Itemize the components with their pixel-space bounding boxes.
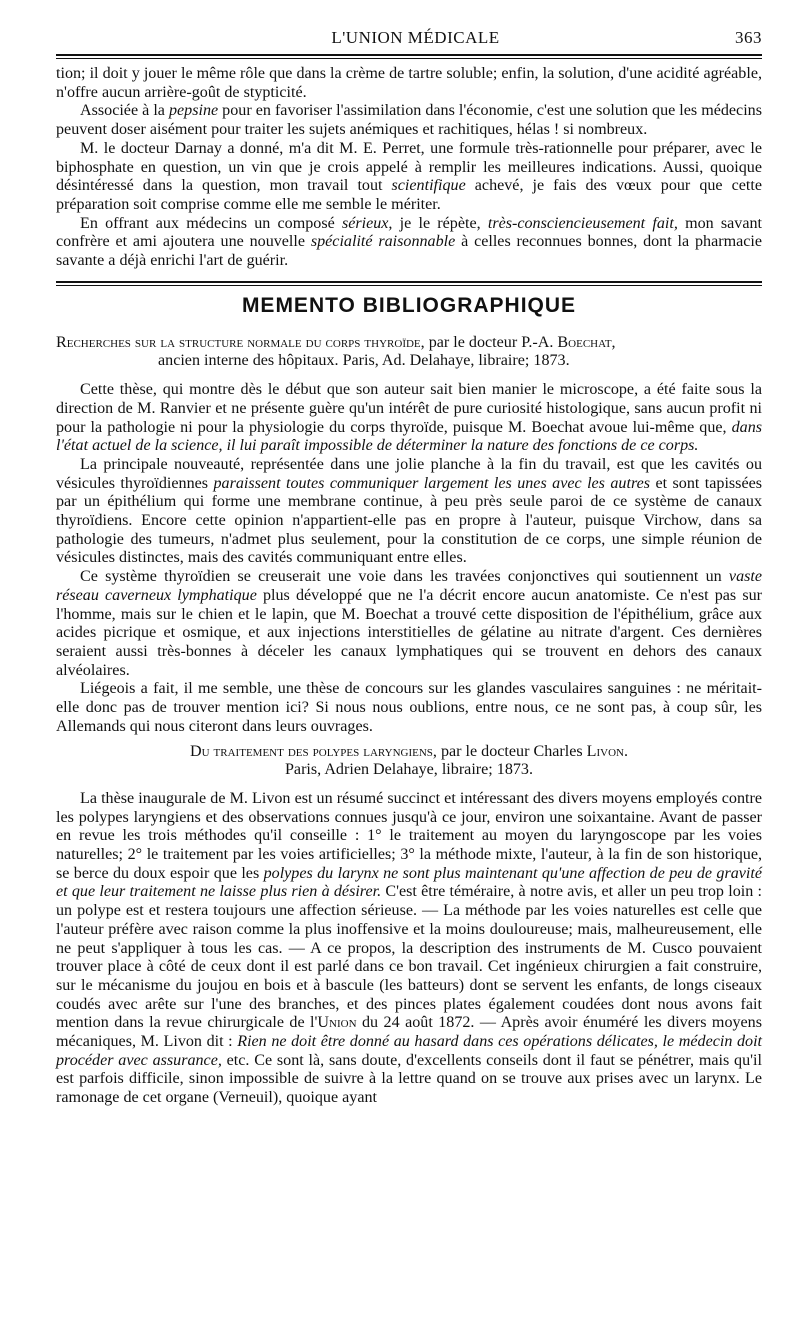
text-run: Ce système thyroïdien se creuserait une voie dans les travées conjonctives qui soutiennent un [80,568,729,586]
paragraph-pepsine [56,102,762,139]
text-run: par le docteur [424,333,522,351]
review1-paragraph-2 [56,456,762,568]
review1-paragraph-4: Liégeois a fait, il me semble, une thèse de concours sur les glandes vasculaires sanguines : ne méritait-elle donc pas de trouver mention ici? Si nous nous oublions, entre nous, ce ne sont pas, à coup sûr, les Allemands qui nous citeront dans leurs ouvrages. [56,680,762,735]
text-run: du 24 août 1872. — Après avoir énuméré les divers moyens mécaniques, M. Livon dit : [56,1014,762,1051]
text-run: etc. Ce sont là, sans doute, d'excellents conseils dont il faut se pénétrer, mais qu'il est parfois difficile, sinon impossible de suivre à la lettre quand on se trouve aux prises avec un larynx. Le ramonage de cet organe (Verneuil), quoique ayant [56,1051,762,1107]
text-run: Cette thèse, qui montre dès le début que son auteur sait bien manier le microscope, a été faite sous la direction de M. Ranvier et ne présente guère qu'un intérêt de pure curiosité histologique, sans aucun profit ni pour la pathologie ni pour la physiologie du corps thyroïde, puisque M. Boechat avoue lui-même que, [56,381,762,436]
italic-run: Rien ne doit être donné au hasard dans ces opérations délicates, le médecin doit procéder avec assurance, [56,1033,763,1069]
text-run: plus développé que ne l'a décrit encore aucun anatomiste. Ce n'est pas sur l'homme, mais sur le chien et le lapin, que M. Boechat a trouvé cette disposition de l'épithélium, grâce aux acides picrique et osmique, et aux injections interstitielles de gélatine au nitrate d'argent. Ces dernières seraient aussi très-bonnes à déceler les canaux lymphatiques qui se trouvent en dehors des canaux alvéolaires. [56,586,762,679]
journal-name: Union [317,1014,357,1032]
italic-run: dans l'état actuel de la science, il lui paraît impossible de déterminer la nature des fonctions de ce corps. [56,418,762,455]
text-run: M. le docteur Darnay a donné, m'a dit M. E. Perret, une formule très-rationnelle pour préparer, avec le biphosphate en question, un vin que je crois appelé à remplir les meilleures indications. Aussi, quoique désintéressé dans la question, mon travail tout [56,139,762,195]
paragraph-darnay [56,140,762,215]
book-title: Recherches sur la structure normale du corps thyroïde, [56,333,425,351]
italic-run: pepsine [168,102,219,120]
text-run: tion; il doit y jouer le même rôle que dans la crème de tartre soluble; enfin, la solution, d'une acidité agréable, n'offre aucun arrière-goût de stypticité. [56,65,762,101]
journal-title: L'UNION MÉDICALE [331,28,500,47]
italic-run: scientifique [391,177,466,195]
text-run: par le docteur Charles [436,742,587,760]
italic-run: vaste réseau caverneux lymphatique [56,568,762,604]
review1-paragraph-3 [56,568,762,680]
italic-run: très-consciencieusement fait, [487,214,678,232]
book-publisher: Paris, Adrien Delahaye, libraire; 1873. [284,761,534,779]
page-header [56,28,762,48]
text-run: pour en favoriser l'assimilation dans l'économie, c'est une solution que les médecins peuvent doser aisément pour traiter les sujets anémiques et rachitiques, hélas ! si nombreux. [56,102,762,139]
book-author: P.-A. Boechat, [521,333,616,351]
book-title: Du traitement des polypes laryngiens, [189,742,437,760]
italic-run: sérieux, [341,214,393,232]
review-heading-polypes [56,743,762,780]
text-run: achevé, je fais des vœux pour que cette préparation soit comprise comme elle me semble le mériter. [56,177,762,213]
text-run: Associée à la [80,102,169,120]
book-author: Livon. [586,742,629,760]
text-run: mon savant confrère et ami ajoutera une nouvelle [56,214,763,251]
text-run: En offrant aux médecins un composé [80,214,342,232]
text-run: je le répète, [392,214,488,232]
paragraph-offrant [56,215,762,271]
review-heading-thyroide [56,334,762,371]
text-run: et sont tapissées par un épithélium qui forme une membrane continue, à peu près seule paroi de ce système de canaux thyroïdiens. Encore cette opinion n'appartient-elle pas en propre à l'auteur, puisque Virchow, dans sa pathologie des tumeurs, n'admet plus seulement, pour la constitution de ce corps, une simple réunion de vésicules distinctes, mais des cavités communiquant entre elles. [56,474,762,567]
page-number: 363 [735,28,762,47]
text-run: à celles reconnues bonnes, dont la pharmacie savante a déjà enrichi l'art de guérir. [56,233,763,270]
book-publisher: ancien interne des hôpitaux. Paris, Ad. Delahaye, libraire; 1873. [158,352,570,370]
review2-paragraph-1 [56,790,762,1108]
text-run: La thèse inaugurale de M. Livon est un résumé succinct et intéressant des divers moyens employés contre les polypes laryngiens et des observations connues jusqu'à ce jour, environ une soixantaine. Avant de passer en revue les trois méthodes qu'il conseille : 1° le traitement au moyen du laryngoscope par les voies naturelles; 2° le traitement par les voies artificielles; 3° la méthode mixte, l'auteur, à la fin de son historique, se berce du doux espoir que les [56,789,762,882]
italic-run: paraissent toutes communiquer largement les unes avec les autres [213,474,651,492]
paragraph-continued [56,65,762,102]
review1-paragraph-1 [56,381,762,456]
text-run: C'est être téméraire, à notre avis, et aller un peu trop loin : un polype est et restera toujours une affection sérieuse. — La méthode par les voies naturelles est celle que l'auteur préfère avec raison comme la plus inoffensive et la moins douloureuse; mais, malheureusement, elle ne peut s'appliquer à tous les cas. — A ce propos, la description des instruments de M. Cusco pouvaient trouver place à côté de ceux dont il est parlé dans ce bon travail. Cet ingénieux chirurgien a fait construire, sur le mécanisme du joujou en bois et à bascule (les batteurs) dont se servent les enfants, de longs ciseaux coudés avec arête sur l'une des branches, et des pinces plates également coudées dont nous avons fait mention dans la revue chirurgicale de l' [56,883,762,1032]
header-rule [56,54,762,56]
text-run: La principale nouveauté, représentée dans une jolie planche à la fin du travail, est que les cavités ou vésicules thyroïdiennes [56,455,762,492]
section-title: MEMENTO BIBLIOGRAPHIQUE [241,293,577,317]
italic-run: spécialité raisonnable [310,233,456,251]
italic-run: polypes du larynx ne sont plus maintenant qu'une affection de peu de gravité et que leur traitement ne laisse plus rien à désirer. [56,864,762,901]
section-divider [56,281,762,286]
